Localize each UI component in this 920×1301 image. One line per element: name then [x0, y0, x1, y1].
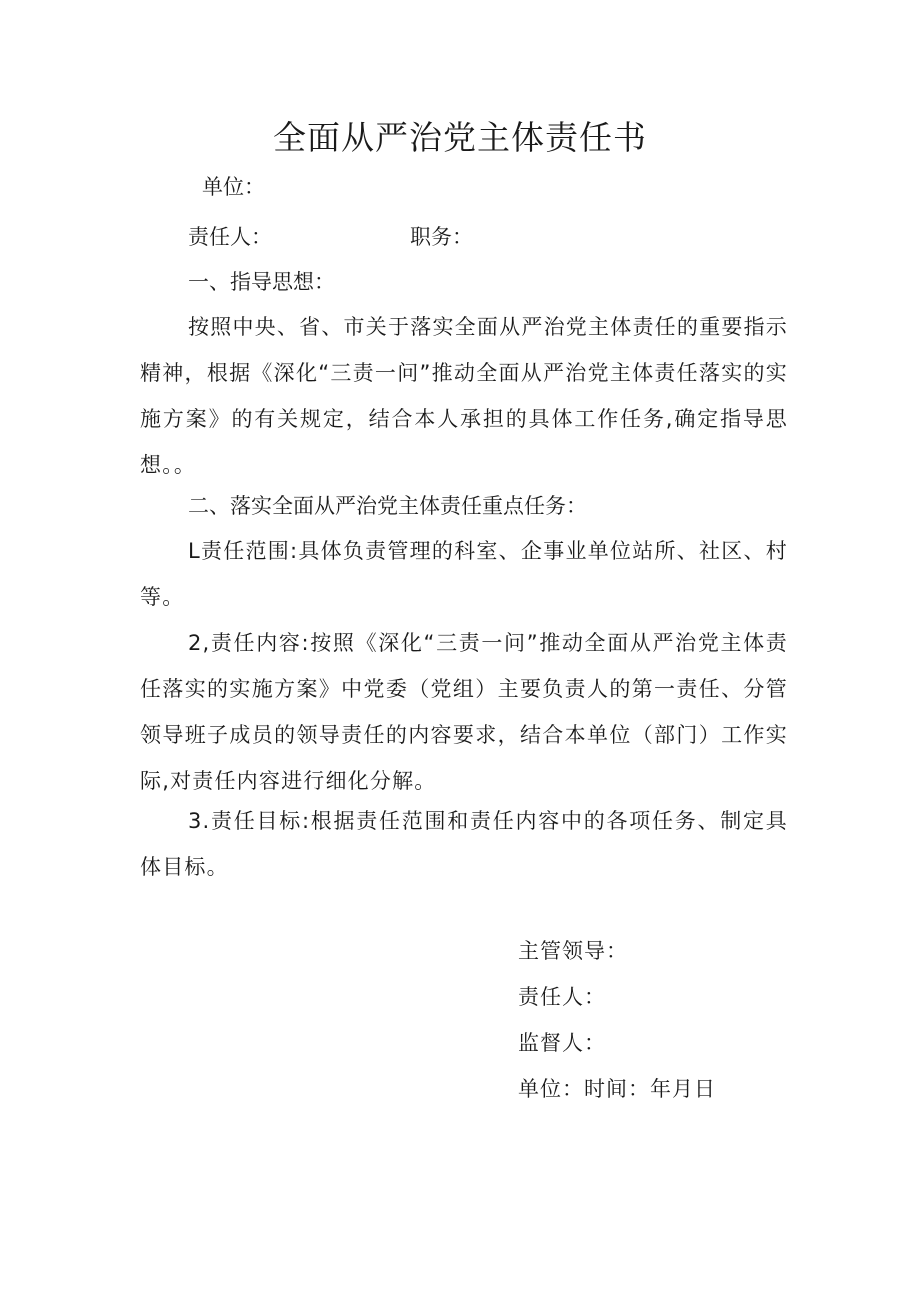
section-1-body: 按照中央、省、市关于落实全面从严治党主体责任的重要指示精神，根据《深化“三责一问”推动全面从严治党主体责任落实的实施方案》的有关规定，结合本人承担的具体工作任务,确定指导思想。。 — [140, 315, 788, 477]
signature-responsible-label: 责任人： — [518, 985, 606, 1009]
document-title: 全面从严治党主体责任书 — [273, 118, 647, 157]
unit-label: 单位： — [202, 175, 265, 199]
task-item-2: 2,责任内容:按照《深化“三责一问”推动全面从严治党主体责任落实的实施方案》中党委（党组）主要负责人的第一责任、分管领导班子成员的领导责任的内容要求，结合本单位（部门）工作实际,对责任内容进行细化分解。 — [140, 631, 788, 793]
supervisor-label: 监督人： — [518, 1031, 606, 1055]
position-label: 职务： — [410, 225, 473, 249]
section-2-heading: 二、落实全面从严治党主体责任重点任务： — [188, 494, 587, 518]
unit-time-line: 单位：时间：年月日 — [518, 1077, 716, 1101]
section-1-heading: 一、指导思想： — [188, 270, 335, 294]
responsible-person-label: 责任人： — [188, 225, 272, 249]
task-item-1: L责任范围:具体负责管理的科室、企事业单位站所、社区、村等。 — [140, 539, 788, 609]
supervising-leader-label: 主管领导： — [518, 939, 628, 963]
task-item-3: 3.责任目标:根据责任范围和责任内容中的各项任务、制定具体目标。 — [140, 809, 788, 879]
